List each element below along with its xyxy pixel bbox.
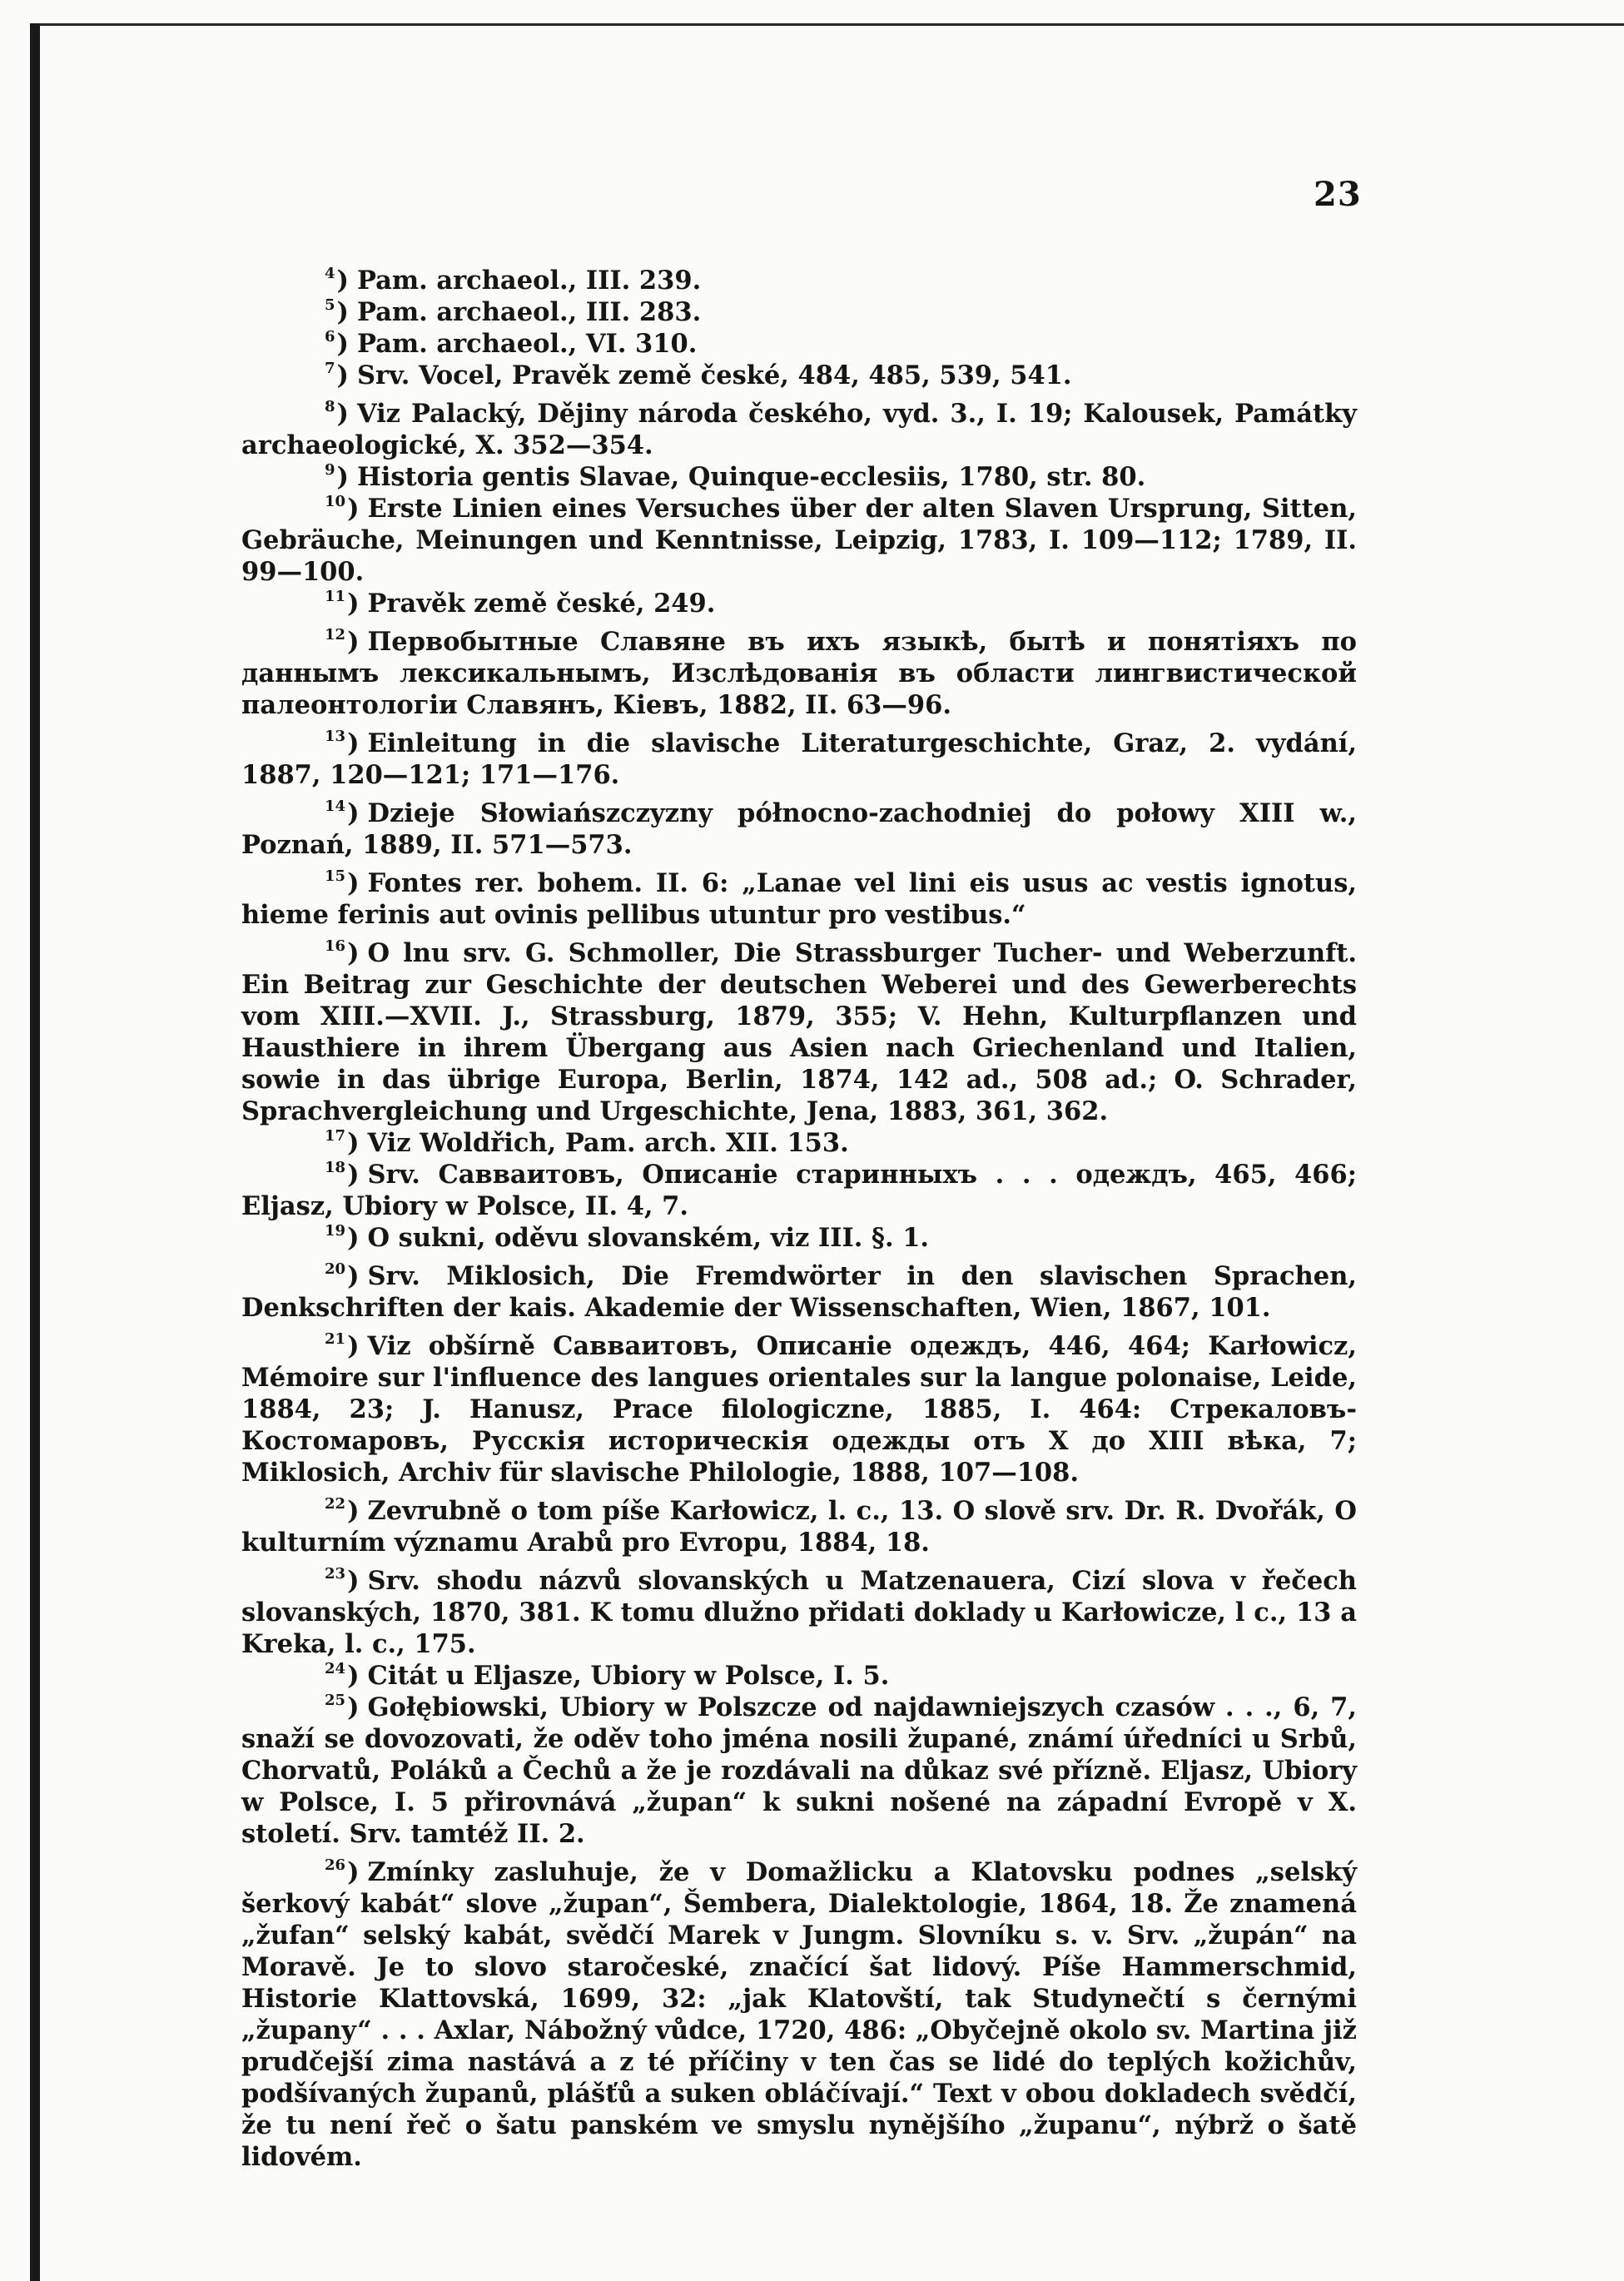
footnote-text: Zmínky zasluhuje, že v Domažlicku a Klatovsku podnes „selský šerkový kabát“ slove „župan“, Šembera, Dialektologie, 1864, 18. Že znamená „žufan“ selský kabát, svědčí Marek v Jungm. Slovníku s. v. Srv. „župán“ na Moravě. Je to slovo staročeské, značící šat lidový. Píše Hammerschmid, Historie Klattovská, 1699, 32: „jak Klatovští, tak Studynečtí s černými „župany“ . . . Axlar, Nábožný vůdce, 1720, 486: „Obyčejně okolo sv. Martina již prudčejší zima nastává a z té příčiny v ten čas se lidé do teplých kožichův, podšívaných županů, plášťů a suken obláčívají.“ Text v obou dokladech svědčí, že tu není řeč o šatu panském ve smyslu nynějšího „županu“, nýbrž o šatě lidovém. xyxy=(241,1857,1357,2172)
footnote-text: O lnu srv. G. Schmoller, Die Strassburger Tucher- und Weberzunft. Ein Beitrag zur Geschichte der deutschen Weberei und des Gewerberechts vom XIII.—XVII. J., Strassburg, 1879, 355; V. Hehn, Kulturpflanzen und Hausthiere in ihrem Übergang aus Asien nach Griechenland und Italien, sowie in das übrige Europa, Berlin, 1874, 142 ad., 508 ad.; O. Schrader, Sprachvergleichung und Urgeschichte, Jena, 1883, 361, 362. xyxy=(241,938,1357,1126)
footnote-text: Srv. Miklosich, Die Fremdwörter in den slavischen Sprachen, Denkschriften der kais. Akademie der Wissenschaften, Wien, 1867, 101. xyxy=(241,1261,1357,1323)
footnote: $^{15}$) Fontes rer. bohem. II. 6: „Lanae vel lini eis usus ac vestis ignotus, hieme ferinis aut ovinis pellibus utuntur pro vestibus.“ xyxy=(241,867,1357,930)
footnote-text: Pam. archaeol., III. 239. xyxy=(356,266,702,296)
footnote-mark: 10 xyxy=(325,493,346,510)
footnote: $^7$) Srv. Vocel, Pravěk země české, 484, 485, 539, 541. xyxy=(325,360,1072,390)
footnote-mark: 16 xyxy=(325,937,346,955)
footnotes xyxy=(241,265,1357,2173)
footnote-mark: 26 xyxy=(325,1856,346,1874)
footnote-mark: 14 xyxy=(325,798,346,815)
footnote-text: Viz Woldřich, Pam. arch. XII. 153. xyxy=(367,1128,849,1158)
footnote-text: Citát u Eljasze, Ubiory w Polsce, I. 5. xyxy=(367,1661,890,1691)
footnote-text: Zevrubně o tom píše Karłowicz, l. c., 13. O slově srv. Dr. R. Dvořák, O kulturním významu Arabů pro Evropu, 1884, 18. xyxy=(241,1496,1357,1558)
footnote-mark: 24 xyxy=(325,1660,346,1677)
footnote-mark: 5 xyxy=(325,296,335,314)
footnote: $^{21}$) Viz obšírně Савваитовъ, Описаніе одеждъ, 446, 464; Karłowicz, Mémoire sur l'influence des langues orientales sur la langue polonaise, Leide, 1884, 23; J. Hanusz, Prace filologiczne, 1885, I. 464: Стрекаловъ-Костомаровъ, Русскія историческія одежды отъ X до XIII вѣка, 7; Miklosich, Archiv für slavische Philologie, 1888, 107—108. xyxy=(241,1330,1357,1488)
footnote-text: Gołębiowski, Ubiory w Polszcze od najdawniejszych czasów . . ., 6, 7, snaží se dovozovati, že oděv toho jména nosili župané, známí úředníci u Srbů, Chorvatů, Poláků a Čechů a že je rozdávali na důkaz své přízně. Eljasz, Ubiory w Polsce, I. 5 přirovnává „župan“ k sukni nošené na západní Evropě v X. století. Srv. tamtéž II. 2. xyxy=(241,1692,1357,1849)
footnote: $^{17}$) Viz Woldřich, Pam. arch. XII. 153. xyxy=(325,1127,849,1158)
footnote-text: Historia gentis Slavae, Quinque-ecclesiis, 1780, str. 80. xyxy=(356,462,1146,492)
footnote-text: O sukni, oděvu slovanském, viz III. §. 1. xyxy=(367,1223,930,1253)
footnote-text: Pam. archaeol., VI. 310. xyxy=(356,329,698,359)
footnote: $^{13}$) Einleitung in die slavische Literaturgeschichte, Graz, 2. vydání, 1887, 120—121; 171—176. xyxy=(241,728,1357,790)
footnote-text: Pravěk země české, 249. xyxy=(367,589,716,619)
footnote: $^9$) Historia gentis Slavae, Quinque-ecclesiis, 1780, str. 80. xyxy=(325,461,1146,492)
footnote-text: Viz Palacký, Dějiny národa českého, vyd. 3., I. 19; Kalousek, Památky archaeologické, X. 352—354. xyxy=(241,399,1357,460)
footnote-mark: 7 xyxy=(325,360,335,377)
footnote-mark: 18 xyxy=(325,1159,346,1176)
footnote-text: Srv. Савваитовъ, Описаніе старинныхъ . . . одеждъ, 465, 466; Eljasz, Ubiory w Polsce, II. 4, 7. xyxy=(241,1160,1357,1221)
footnote-mark: 17 xyxy=(325,1127,346,1145)
footnote-text: Srv. shodu názvů slovanských u Matzenauera, Cizí slova v řečech slovanských, 1870, 381. K tomu dlužno přidati doklady u Karłowicze, l c., 13 a Kreka, l. c., 175. xyxy=(241,1566,1357,1659)
footnote-mark: 11 xyxy=(325,588,346,605)
footnote: $^{16}$) O lnu srv. G. Schmoller, Die Strassburger Tucher- und Weberzunft. Ein Beitrag zur Geschichte der deutschen Weberei und des Gewerberechts vom XIII.—XVII. J., Strassburg, 1879, 355; V. Hehn, Kulturpflanzen und Hausthiere in ihrem Übergang aus Asien nach Griechenland und Italien, sowie in das übrige Europa, Berlin, 1874, 142 ad., 508 ad.; O. Schrader, Sprachvergleichung und Urgeschichte, Jena, 1883, 361, 362. xyxy=(241,937,1357,1126)
footnote-mark: 6 xyxy=(325,328,335,345)
footnote-mark: 21 xyxy=(325,1330,346,1348)
footnote-text: Первобытные Славяне въ ихъ языкѣ, бытѣ и понятіяхъ по даннымъ лексикальнымъ, Изслѣдованія въ области лингвистической палеонтологіи Славянъ, Кіевъ, 1882, II. 63—96. xyxy=(241,627,1357,720)
footnote: $^{19}$) O sukni, oděvu slovanském, viz III. §. 1. xyxy=(325,1222,930,1253)
footnote-mark: 23 xyxy=(325,1565,346,1583)
footnote-text: Viz obšírně Савваитовъ, Описаніе одеждъ, 446, 464; Karłowicz, Mémoire sur l'influence des langues orientales sur la langue polonaise, Leide, 1884, 23; J. Hanusz, Prace filologiczne, 1885, I. 464: Стрекаловъ-Костомаровъ, Русскія историческія одежды отъ X до XIII вѣка, 7; Miklosich, Archiv für slavische Philologie, 1888, 107—108. xyxy=(241,1331,1357,1488)
footnote-text: Erste Linien eines Versuches über der alten Slaven Ursprung, Sitten, Gebräuche, Meinungen und Kenntnisse, Leipzig, 1783, I. 109—112; 1789, II. 99—100. xyxy=(241,494,1357,587)
footnote-mark: 9 xyxy=(325,461,335,479)
footnote-mark: 13 xyxy=(325,728,346,745)
footnote: $^{22}$) Zevrubně o tom píše Karłowicz, l. c., 13. O slově srv. Dr. R. Dvořák, O kulturním významu Arabů pro Evropu, 1884, 18. xyxy=(241,1495,1357,1558)
footnote: $^{14}$) Dzieje Słowiańszczyzny północno-zachodniej do połowy XIII w., Poznań, 1889, II. 571—573. xyxy=(241,798,1357,860)
footnote: $^5$) Pam. archaeol., III. 283. xyxy=(325,296,702,327)
footnote: $^{20}$) Srv. Miklosich, Die Fremdwörter in den slavischen Sprachen, Denkschriften der kais. Akademie der Wissenschaften, Wien, 1867, 101. xyxy=(241,1260,1357,1323)
footnote-mark: 22 xyxy=(325,1495,346,1513)
footnote: $^8$) Viz Palacký, Dějiny národa českého, vyd. 3., I. 19; Kalousek, Památky archaeologické, X. 352—354. xyxy=(241,398,1357,460)
footnote: $^4$) Pam. archaeol., III. 239. xyxy=(325,265,702,296)
footnote: $^{25}$) Gołębiowski, Ubiory w Polszcze od najdawniejszych czasów . . ., 6, 7, snaží se dovozovati, že oděv toho jména nosili župané, známí úředníci u Srbů, Chorvatů, Poláků a Čechů a že je rozdávali na důkaz své přízně. Eljasz, Ubiory w Polsce, I. 5 přirovnává „župan“ k sukni nošené na západní Evropě v X. století. Srv. tamtéž II. 2. xyxy=(241,1692,1357,1849)
footnote-mark: 15 xyxy=(325,867,346,885)
footnote: $^6$) Pam. archaeol., VI. 310. xyxy=(325,328,698,359)
footnote: $^{12}$) Первобытные Славяне въ ихъ языкѣ, бытѣ и понятіяхъ по даннымъ лексикальнымъ, Изслѣдованія въ области лингвистической палеонтологіи Славянъ, Кіевъ, 1882, II. 63—96. xyxy=(241,626,1357,720)
footnote-text: Pam. archaeol., III. 283. xyxy=(356,297,702,327)
footnote-text: Dzieje Słowiańszczyzny północno-zachodniej do połowy XIII w., Poznań, 1889, II. 571—573. xyxy=(241,798,1357,860)
footnote-text: Einleitung in die slavische Literaturgeschichte, Graz, 2. vydání, 1887, 120—121; 171—176. xyxy=(241,728,1357,790)
footnote: $^{11}$) Pravěk země české, 249. xyxy=(325,588,716,619)
footnote-mark: 8 xyxy=(325,398,335,415)
footnote-mark: 19 xyxy=(325,1222,346,1240)
footnote-text: Srv. Vocel, Pravěk země české, 484, 485, 539, 541. xyxy=(356,360,1072,390)
page-top-edge xyxy=(40,23,1624,26)
page-binding-edge xyxy=(30,23,40,2281)
footnote-mark: 4 xyxy=(325,265,335,282)
footnote: $^{18}$) Srv. Савваитовъ, Описаніе старинныхъ . . . одеждъ, 465, 466; Eljasz, Ubiory w Polsce, II. 4, 7. xyxy=(241,1159,1357,1221)
footnote-mark: 20 xyxy=(325,1260,346,1278)
footnote: $^{10}$) Erste Linien eines Versuches über der alten Slaven Ursprung, Sitten, Gebräuche, Meinungen und Kenntnisse, Leipzig, 1783, I. 109—112; 1789, II. 99—100. xyxy=(241,493,1357,587)
page-number: 23 xyxy=(1314,175,1362,214)
footnote: $^{23}$) Srv. shodu názvů slovanských u Matzenauera, Cizí slova v řečech slovanských, 1870, 381. K tomu dlužno přidati doklady u Karłowicze, l c., 13 a Kreka, l. c., 175. xyxy=(241,1565,1357,1659)
footnote: $^{26}$) Zmínky zasluhuje, že v Domažlicku a Klatovsku podnes „selský šerkový kabát“ slove „župan“, Šembera, Dialektologie, 1864, 18. Že znamená „žufan“ selský kabát, svědčí Marek v Jungm. Slovníku s. v. Srv. „župán“ na Moravě. Je to slovo staročeské, značící šat lidový. Píše Hammerschmid, Historie Klattovská, 1699, 32: „jak Klatovští, tak Studynečtí s černými „župany“ . . . Axlar, Nábožný vůdce, 1720, 486: „Obyčejně okolo sv. Martina již prudčejší zima nastává a z té příčiny v ten čas se lidé do teplých kožichův, podšívaných županů, plášťů a suken obláčívají.“ Text v obou dokladech svědčí, že tu není řeč o šatu panském ve smyslu nynějšího „županu“, nýbrž o šatě lidovém. xyxy=(241,1856,1357,2172)
footnote-text: Fontes rer. bohem. II. 6: „Lanae vel lini eis usus ac vestis ignotus, hieme ferinis aut ovinis pellibus utuntur pro vestibus.“ xyxy=(241,868,1357,930)
footnote: $^{24}$) Citát u Eljasze, Ubiory w Polsce, I. 5. xyxy=(325,1660,890,1691)
footnote-mark: 12 xyxy=(325,626,346,644)
footnote-mark: 25 xyxy=(325,1692,346,1709)
